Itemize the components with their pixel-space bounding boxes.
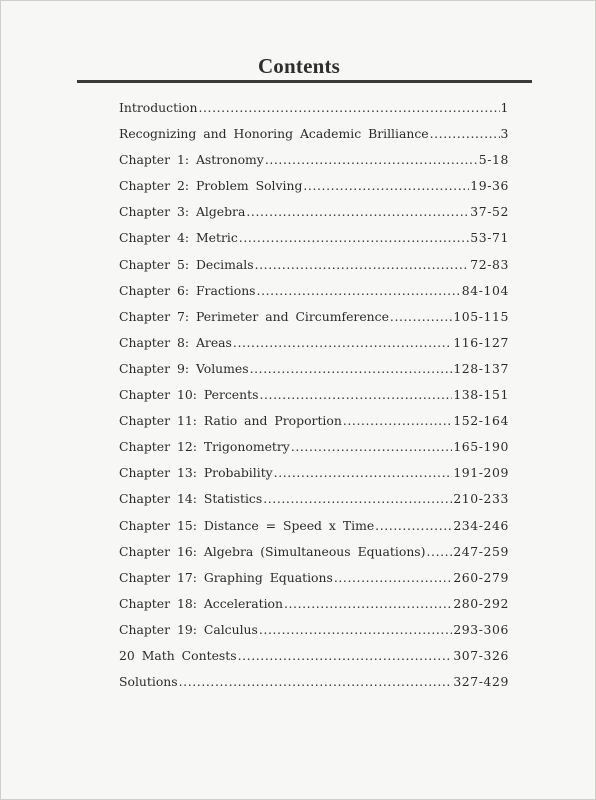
dot-leader xyxy=(239,230,469,245)
toc-entry-label: Chapter 6: Fractions xyxy=(119,282,256,298)
dot-leader xyxy=(246,204,469,219)
toc-entry-pages: 327-429 xyxy=(453,674,509,690)
title-underline xyxy=(77,80,532,83)
toc-entry-pages: 293-306 xyxy=(453,621,509,637)
toc-entry-pages: 210-233 xyxy=(453,491,509,507)
toc-entry-pages: 165-190 xyxy=(453,439,509,455)
toc-entry xyxy=(119,596,509,622)
toc-entry-pages: 1 xyxy=(500,100,509,115)
dot-leader xyxy=(334,570,452,585)
toc-entry xyxy=(119,283,509,309)
toc-entry-pages: 72-83 xyxy=(470,256,509,272)
dot-leader xyxy=(233,335,452,350)
dot-leader xyxy=(303,178,469,193)
toc-entry xyxy=(119,544,509,570)
dot-leader xyxy=(375,518,452,533)
toc-entry-label: Chapter 4: Metric xyxy=(119,230,238,246)
toc-entry-pages: 307-326 xyxy=(453,647,509,663)
toc-entry-label: Chapter 5: Decimals xyxy=(119,256,254,272)
toc-entry-label: Chapter 11: Ratio and Proportion xyxy=(119,413,342,429)
toc-entry xyxy=(119,126,509,152)
toc-entry-label: Chapter 1: Astronomy xyxy=(119,152,264,168)
toc-entry-pages: 19-36 xyxy=(470,178,509,194)
toc-entry-pages: 128-137 xyxy=(453,360,509,376)
toc-entry xyxy=(119,465,509,491)
dot-leader xyxy=(179,674,453,689)
dot-leader xyxy=(390,309,452,324)
toc-entry-label: Chapter 19: Calculus xyxy=(119,621,258,637)
dot-leader xyxy=(291,439,453,454)
toc-entry-label: Chapter 8: Areas xyxy=(119,334,232,350)
toc-entry xyxy=(119,152,509,178)
toc-entry xyxy=(119,257,509,283)
toc-entry-pages: 84-104 xyxy=(461,282,509,298)
toc-entry-label: Chapter 15: Distance = Speed x Time xyxy=(119,517,375,533)
toc-entry-label: Chapter 18: Acceleration xyxy=(119,595,283,611)
dot-leader xyxy=(238,648,453,663)
dot-leader xyxy=(263,491,452,506)
dot-leader xyxy=(259,622,452,637)
dot-leader xyxy=(265,152,478,167)
toc-entry xyxy=(119,648,509,674)
toc-entry-label: Introduction xyxy=(119,100,198,115)
toc-entry-pages: 53-71 xyxy=(470,230,509,246)
toc-entry xyxy=(119,491,509,517)
dot-leader xyxy=(284,596,452,611)
toc-entry-pages: 191-209 xyxy=(453,465,509,481)
toc-entry-label: Chapter 14: Statistics xyxy=(119,491,263,507)
toc-entry-label: Chapter 7: Perimeter and Circumference xyxy=(119,308,389,324)
page-title: Contents xyxy=(257,54,341,78)
dot-leader xyxy=(274,465,453,480)
toc-entry xyxy=(119,100,509,126)
toc-entry-pages: 105-115 xyxy=(453,308,509,324)
dot-leader xyxy=(343,413,452,428)
toc-entry-pages: 5-18 xyxy=(478,152,509,168)
toc-entry xyxy=(119,178,509,204)
toc-entry xyxy=(119,335,509,361)
toc-entry-pages: 3 xyxy=(500,126,509,142)
toc-entry xyxy=(119,309,509,335)
toc-entry-pages: 280-292 xyxy=(453,595,509,611)
toc-entry-label: Chapter 13: Probability xyxy=(119,465,273,481)
dot-leader xyxy=(198,100,499,115)
toc-entry xyxy=(119,204,509,230)
table-of-contents xyxy=(119,100,509,700)
toc-entry xyxy=(119,230,509,256)
dot-leader xyxy=(259,387,452,402)
toc-entry xyxy=(119,674,509,700)
toc-entry-label: 20 Math Contests xyxy=(119,647,237,663)
toc-entry xyxy=(119,361,509,387)
toc-entry-label: Chapter 2: Problem Solving xyxy=(119,178,303,194)
toc-entry-pages: 247-259 xyxy=(453,543,509,559)
toc-entry-label: Chapter 9: Volumes xyxy=(119,360,249,376)
toc-entry-pages: 138-151 xyxy=(453,387,509,403)
dot-leader xyxy=(255,257,470,272)
toc-entry xyxy=(119,439,509,465)
toc-entry-pages: 152-164 xyxy=(453,413,509,429)
toc-entry-label: Solutions xyxy=(119,674,178,690)
toc-entry xyxy=(119,413,509,439)
toc-entry-pages: 37-52 xyxy=(470,204,509,220)
dot-leader xyxy=(257,283,461,298)
toc-entry xyxy=(119,387,509,413)
toc-entry-pages: 234-246 xyxy=(453,517,509,533)
dot-leader xyxy=(427,544,453,559)
toc-entry-label: Chapter 10: Percents xyxy=(119,387,259,403)
toc-entry-label: Chapter 12: Trigonometry xyxy=(119,439,290,455)
toc-entry-label: Chapter 17: Graphing Equations xyxy=(119,569,333,585)
toc-entry-pages: 116-127 xyxy=(453,334,509,350)
toc-entry xyxy=(119,518,509,544)
toc-entry xyxy=(119,622,509,648)
dot-leader xyxy=(250,361,453,376)
dot-leader xyxy=(430,126,500,141)
toc-entry-label: Chapter 16: Algebra (Simultaneous Equations) xyxy=(119,543,426,559)
toc-entry-label: Recognizing and Honoring Academic Brilliance xyxy=(119,126,429,142)
toc-entry-label: Chapter 3: Algebra xyxy=(119,204,246,220)
toc-entry xyxy=(119,570,509,596)
toc-entry-pages: 260-279 xyxy=(453,569,509,585)
